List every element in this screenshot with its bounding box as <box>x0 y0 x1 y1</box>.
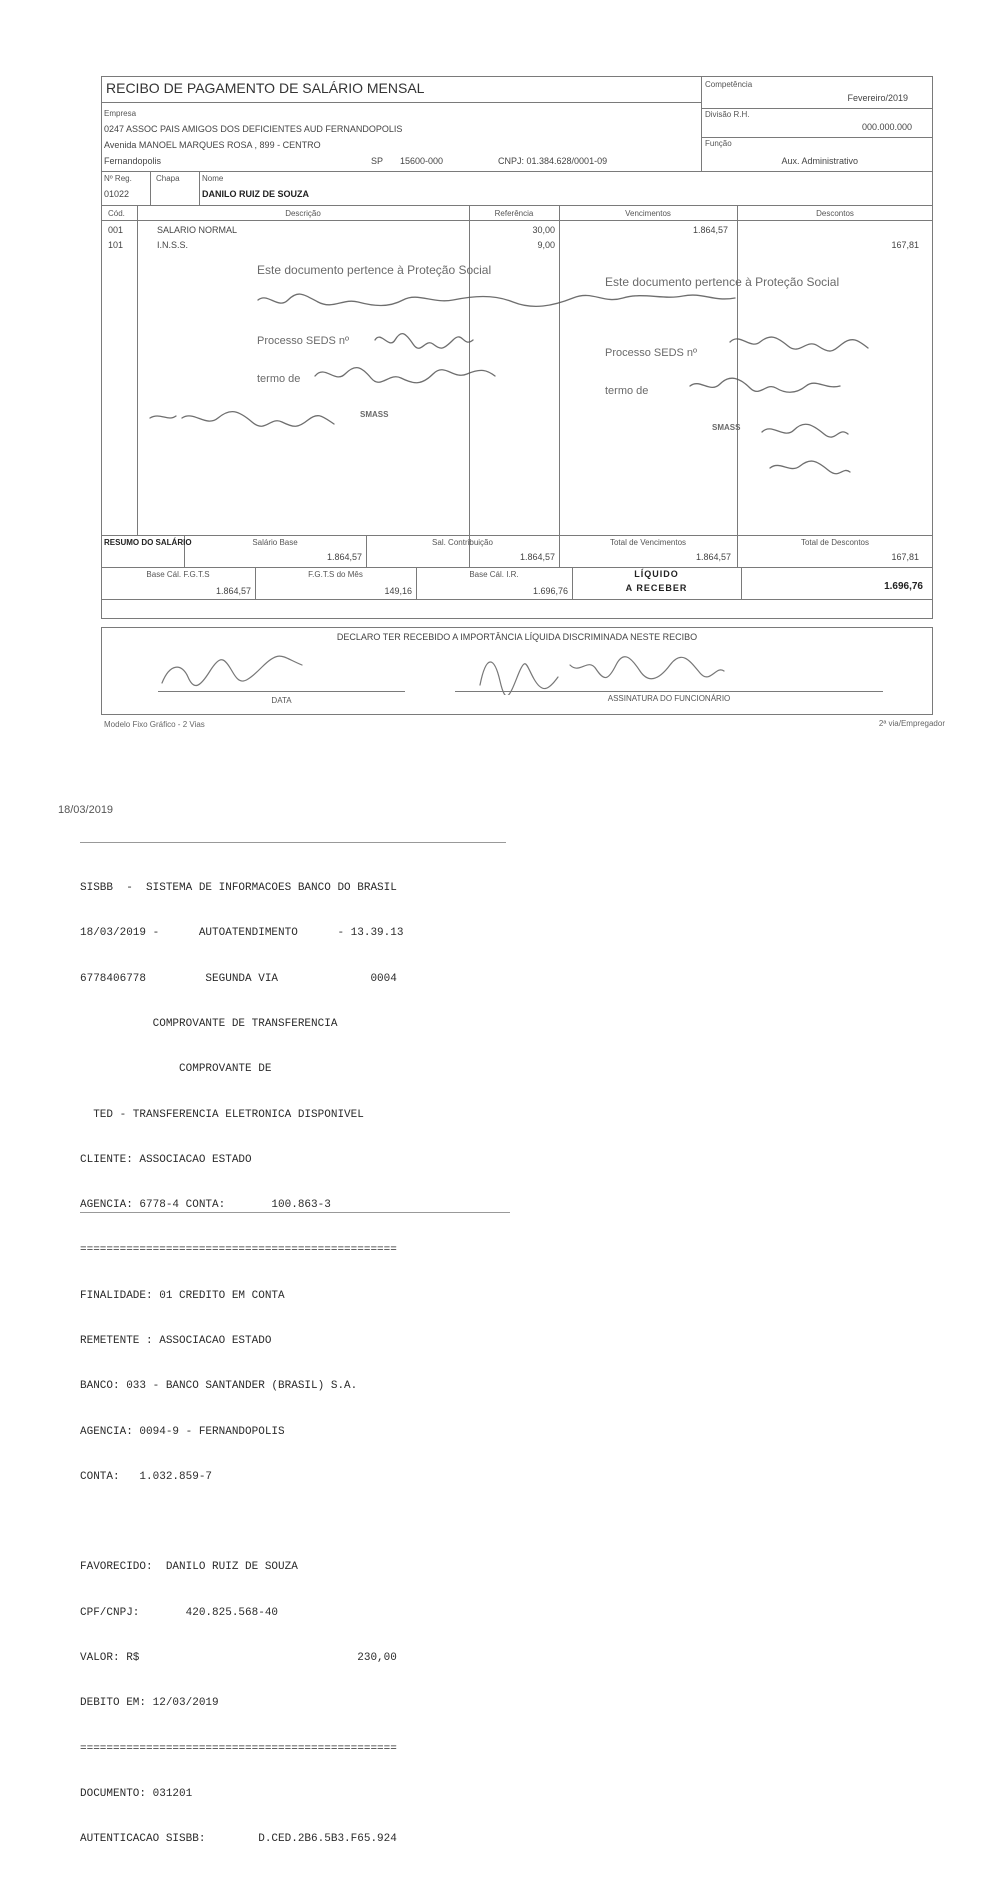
receipt-line: REMETENTE : ASSOCIACAO ESTADO <box>80 1335 272 1347</box>
handwriting-scribbles <box>130 270 920 490</box>
item-descricao: SALARIO NORMAL <box>157 225 238 235</box>
nreg-label: Nº Reg. <box>104 174 132 183</box>
col-descricao: Descrição <box>285 209 321 218</box>
stamp-left-doc: Este documento pertence à Proteção Social <box>257 263 492 277</box>
base-ir-value: 1.696,76 <box>532 586 568 596</box>
receipt-line: FAVORECIDO: DANILO RUIZ DE SOUZA <box>80 1561 298 1574</box>
receipt-line: 18/03/2019 - AUTOATENDIMENTO - 13.39.13 <box>80 927 404 940</box>
col-cod: Cód. <box>108 209 125 218</box>
total-vencimentos-label: Total de Vencimentos <box>609 538 687 547</box>
total-descontos-label: Total de Descontos <box>800 538 870 547</box>
modelo-text: Modelo Fixo Gráfico - 2 Vias <box>104 720 205 729</box>
sal-contribuicao-value: 1.864,57 <box>519 552 555 562</box>
competencia-value: Fevereiro/2019 <box>847 93 908 103</box>
stamp-right-processo: Processo SEDS nº <box>605 347 698 359</box>
receipt-line: CPF/CNPJ: 420.825.568-40 <box>80 1606 279 1619</box>
item-referencia: 9,00 <box>537 240 555 250</box>
signature <box>150 645 850 695</box>
cidade-value: Fernandopolis <box>104 156 162 166</box>
base-fgts-label: Base Cál. F.G.T.S <box>146 570 210 579</box>
fgts-mes-label: F.G.T.S do Mês <box>308 570 363 579</box>
item-cod: 001 <box>108 225 124 235</box>
item-cod: 101 <box>108 240 124 250</box>
col-vencimentos: Vencimentos <box>625 209 671 218</box>
fgts-mes-value: 149,16 <box>384 586 412 596</box>
assinatura-label: ASSINATURA DO FUNCIONÁRIO <box>607 694 731 703</box>
divisao-label: Divisão R.H. <box>705 110 750 119</box>
item-descontos: 167,81 <box>891 240 919 250</box>
stamp-saldo-left: SMASS <box>360 410 389 419</box>
receipt-line: CONTA: 1.032.859-7 <box>80 1470 213 1483</box>
receipt-line: DOCUMENTO: 031201 <box>80 1787 193 1800</box>
total-descontos-value: 167,81 <box>891 552 919 562</box>
funcao-value: Aux. Administrativo <box>781 156 858 166</box>
receipt-line: COMPROVANTE DE <box>80 1063 272 1076</box>
col-referencia: Referência <box>494 209 534 218</box>
col-descontos: Descontos <box>816 209 854 218</box>
salario-base-label: Salário Base <box>252 538 298 547</box>
receipt-line: 6778406778 SEGUNDA VIA 0004 <box>80 972 397 985</box>
receipt-line: AGENCIA: 6778-4 CONTA: 100.863-3 <box>80 1199 331 1212</box>
receipt-line: BANCO: 033 - BANCO SANTANDER (BRASIL) S.A. <box>80 1380 358 1393</box>
empresa-label: Empresa <box>104 109 137 118</box>
a-receber-label: A RECEBER <box>625 583 688 593</box>
item-referencia: 30,00 <box>532 225 555 235</box>
receipt-line: AGENCIA: 0094-9 - FERNANDOPOLIS <box>80 1425 285 1438</box>
receipt-line <box>80 1515 403 1530</box>
stamp-right-doc: Este documento pertence à Proteção Social <box>605 275 840 289</box>
divisao-value: 000.000.000 <box>861 122 912 132</box>
base-fgts-value: 1.864,57 <box>215 586 251 596</box>
receipt-date-stamp: 18/03/2019 <box>58 804 114 816</box>
receipt-text <box>80 851 403 1877</box>
receipt-line: COMPROVANTE DE TRANSFERENCIA <box>80 1018 338 1031</box>
nome-label: Nome <box>202 174 224 183</box>
liquido-label: LÍQUIDO <box>634 569 679 579</box>
total-vencimentos-value: 1.864,57 <box>695 552 731 562</box>
cnpj-value: CNPJ: 01.384.628/0001-09 <box>498 156 608 166</box>
receipt-line: FINALIDADE: 01 CREDITO EM CONTA <box>80 1289 285 1302</box>
cep-value: 15600-000 <box>400 156 444 166</box>
payslip-title: RECIBO DE PAGAMENTO DE SALÁRIO MENSAL <box>106 80 425 96</box>
declaro-text: DECLARO TER RECEBIDO A IMPORTÂNCIA LÍQUIDA DISCRIMINADA NESTE RECIBO <box>336 632 698 642</box>
chapa-label: Chapa <box>156 174 180 183</box>
stamp-right-termo: termo de <box>605 385 649 397</box>
stamp-saldo-right: SMASS <box>712 423 741 432</box>
funcao-label: Função <box>705 139 732 148</box>
endereco-value: Avenida MANOEL MARQUES ROSA , 899 - CENTRO <box>104 140 321 150</box>
nreg-value: 01022 <box>104 189 130 199</box>
nome-value: DANILO RUIZ DE SOUZA <box>202 189 309 199</box>
stamp-left-processo: Processo SEDS nº <box>257 335 350 347</box>
receipt-line: DEBITO EM: 12/03/2019 <box>80 1697 219 1710</box>
uf-value: SP <box>371 156 384 166</box>
sal-contribuicao-label: Sal. Contribuição <box>432 538 493 547</box>
salario-base-value: 1.864,57 <box>326 552 362 562</box>
stamp-left-termo: termo de <box>257 373 301 385</box>
item-descricao: I.N.S.S. <box>157 240 189 250</box>
receipt-line: ================================================ <box>80 1244 397 1257</box>
via-text: 2ª via/Empregador <box>878 719 945 728</box>
data-label: DATA <box>271 696 292 705</box>
base-ir-label: Base Cál. I.R. <box>469 570 519 579</box>
receipt-line: AUTENTICACAO SISBB: D.CED.2B6.5B3.F65.924 <box>80 1833 397 1846</box>
receipt-line: VALOR: R$ 230,00 <box>80 1651 397 1664</box>
resumo-label: RESUMO DO SALÁRIO <box>104 538 192 547</box>
item-vencimentos: 1.864,57 <box>692 225 728 235</box>
receipt-line: SISBB - SISTEMA DE INFORMACOES BANCO DO BRASIL <box>80 882 397 895</box>
empresa-value: 0247 ASSOC PAIS AMIGOS DOS DEFICIENTES AUD FERNANDOPOLIS <box>104 124 403 134</box>
receipt-line: CLIENTE: ASSOCIACAO ESTADO <box>80 1153 252 1166</box>
competencia-label: Competência <box>705 80 753 89</box>
liquido-value: 1.696,76 <box>884 581 923 592</box>
receipt-line: ================================================ <box>80 1742 397 1755</box>
receipt-line: TED - TRANSFERENCIA ELETRONICA DISPONIVEL <box>80 1108 364 1121</box>
